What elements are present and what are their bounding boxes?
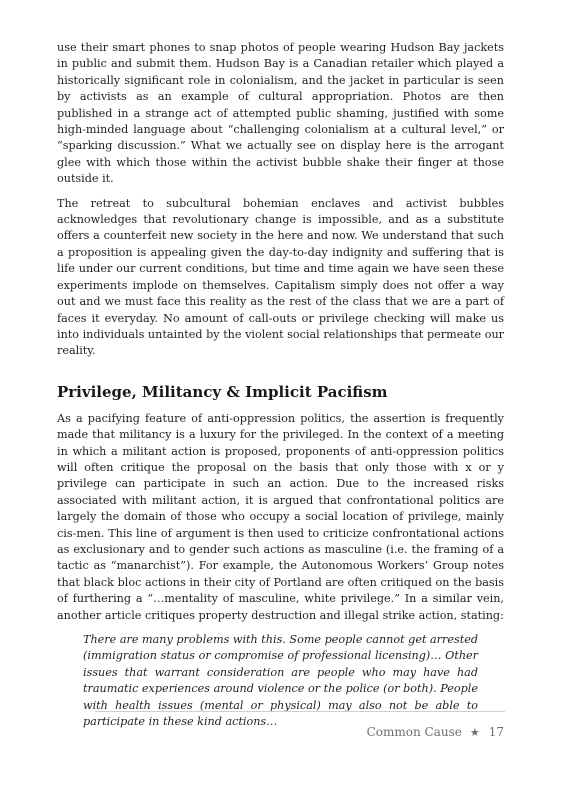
publication-name: Common Cause <box>366 725 462 739</box>
footer-divider <box>95 711 505 712</box>
body-paragraph: use their smart phones to snap photos of people wearing Hudson Bay jackets in public and submit them. Hudson Bay is a Canadian retailer which played a historically significant role in colonialism, and the jacket in particular is seen by activists as an example of cultural appropriation. Photos are then published in a strange act of attempted public shaming, justified with some high-minded language about “challenging colonialism at a cultural level,” or “sparking discussion.” What we actually see on display here is the arrogant glee with which those within the activist bubble shake their finger at those outside it. <box>57 41 504 186</box>
block-quote: There are many problems with this. Some people cannot get arrested (immigration status or compromise of professional licensing)… Other issues that warrant consideration are people who may have had traumatic experiences around violence or the police (or both). People with health issues (mental or physical) may also not be able to participate in these kind actions… <box>83 633 479 729</box>
star-icon: ★ <box>469 726 480 739</box>
body-paragraph: The retreat to subcultural bohemian enclaves and activist bubbles acknowledges that revolutionary change is impossible, and as a substitute offers a counterfeit new society in the here and now. We understand that such a proposition is appealing given the day-to-day indignity and suffering that is life under our current conditions, but time and time again we have seen these experiments implode on themselves. Capitalism simply does not offer a way out and we must face this reality as the rest of the class that we are a part of faces it everyday. No amount of call-outs or privilege checking will make us into individuals untainted by the violent social relationships that permeate our reality. <box>57 196 504 358</box>
page-number: 17 <box>488 725 504 739</box>
page-content <box>57 40 504 730</box>
body-paragraph: As a pacifying feature of anti-oppression politics, the assertion is frequently made that militancy is a luxury for the privileged. In the context of a meeting in which a militant action is proposed, proponents of anti-oppression politics will often critique the proposal on the basis that only those with x or y privilege can participate in such an action. Due to the increased risks associated with militant action, it is argued that confrontational politics are largely the domain of those who occupy a social location of privilege, mainly cis-men. This line of argument is then used to criticize confrontational actions as exclusionary and to gender such actions as masculine (i.e. the framing of a tactic as “manarchist”). For example, the Autonomous Workers’ Group notes that black bloc actions in their city of Portland are often critiqued on the basis of furthering a “…mentality of masculine, white privilege.” In a similar vein, another article critiques property destruction and illegal strike action, stating: <box>57 411 504 622</box>
section-heading: Privilege, Militancy & Implicit Pacifism <box>57 382 388 401</box>
page-footer <box>367 725 504 739</box>
